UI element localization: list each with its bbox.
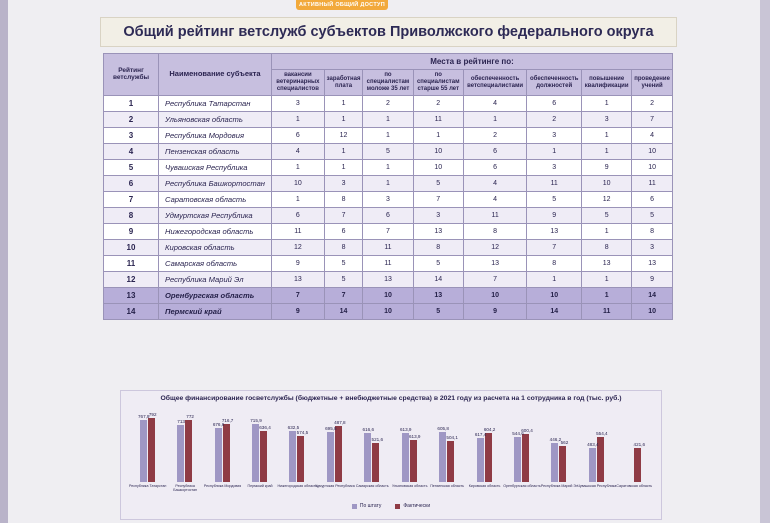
page-title: Общий рейтинг ветслужб субъектов Приволжского федерального округа bbox=[100, 17, 677, 47]
cell-value: 9 bbox=[632, 271, 673, 287]
cell-value: 6 bbox=[272, 207, 325, 223]
cell-value: 13 bbox=[413, 287, 463, 303]
chart-bar-plan bbox=[402, 433, 409, 482]
cell-value: 4 bbox=[463, 175, 526, 191]
cell-rank: 11 bbox=[104, 255, 159, 271]
cell-value: 1 bbox=[272, 159, 325, 175]
table-row bbox=[104, 127, 673, 143]
table-row bbox=[104, 303, 673, 319]
cell-value: 5 bbox=[413, 255, 463, 271]
chart-value-label: 695,8 bbox=[325, 426, 337, 432]
chart-value-label: 792 bbox=[148, 412, 157, 418]
chart-value-label: 562 bbox=[560, 440, 569, 446]
col-header-drills: проведение учений bbox=[632, 70, 673, 96]
chart-bar-group bbox=[402, 433, 417, 482]
chart-x-label: Удмуртская Республика bbox=[314, 484, 355, 488]
table-head bbox=[104, 54, 673, 96]
chart-value-label: 716,7 bbox=[221, 418, 234, 424]
cell-value: 10 bbox=[632, 159, 673, 175]
cell-value: 3 bbox=[324, 175, 363, 191]
cell-rank: 2 bbox=[104, 111, 159, 127]
cell-value: 10 bbox=[632, 303, 673, 319]
cell-value: 11 bbox=[582, 303, 632, 319]
chart-value-label: 554,4 bbox=[596, 431, 608, 437]
chart-bar-plan bbox=[589, 448, 596, 482]
chart-bar-group bbox=[252, 424, 267, 482]
table-row bbox=[104, 255, 673, 271]
chart-bar-fact bbox=[410, 440, 417, 482]
chart-x-label: Саратовская область bbox=[616, 484, 653, 488]
chart-bar-fact bbox=[223, 424, 230, 482]
chart-x-label: Республика Марий Эл bbox=[540, 484, 578, 488]
cell-value: 6 bbox=[463, 143, 526, 159]
cell-value: 1 bbox=[272, 111, 325, 127]
chart-x-label: Самарская область bbox=[355, 484, 389, 488]
cell-rank: 5 bbox=[104, 159, 159, 175]
cell-value: 11 bbox=[527, 175, 582, 191]
cell-value: 1 bbox=[463, 111, 526, 127]
chart-value-label: 715,9 bbox=[250, 418, 262, 424]
cell-value: 1 bbox=[582, 143, 632, 159]
chart-bar-fact bbox=[559, 446, 566, 482]
table-row bbox=[104, 143, 673, 159]
cell-value: 7 bbox=[363, 223, 413, 239]
chart-bar-plan bbox=[364, 433, 371, 482]
cell-subject: Республика Татарстан bbox=[159, 95, 272, 111]
cell-value: 7 bbox=[324, 207, 363, 223]
cell-value: 9 bbox=[582, 159, 632, 175]
chart-bar-plan bbox=[289, 431, 296, 482]
chart-value-label: 713 bbox=[177, 418, 185, 424]
cell-value: 14 bbox=[413, 271, 463, 287]
cell-value: 12 bbox=[582, 191, 632, 207]
chart-x-label: Республика Башкортостан bbox=[173, 484, 198, 493]
cell-value: 11 bbox=[463, 207, 526, 223]
cell-value: 12 bbox=[463, 239, 526, 255]
cell-value: 3 bbox=[582, 111, 632, 127]
cell-value: 1 bbox=[582, 271, 632, 287]
cell-rank: 12 bbox=[104, 271, 159, 287]
cell-value: 1 bbox=[324, 159, 363, 175]
col-rank-header: Рейтинг ветслужбы bbox=[104, 54, 159, 96]
chart-bar-group bbox=[327, 426, 342, 482]
col-header-positions-coverage: обеспеченность должностей bbox=[527, 70, 582, 96]
table-row bbox=[104, 207, 673, 223]
cell-subject: Саратовская область bbox=[159, 191, 272, 207]
ranking-table-wrap bbox=[103, 53, 673, 320]
legend-swatch-plan bbox=[352, 504, 357, 509]
cell-value: 6 bbox=[324, 223, 363, 239]
chart-value-label: 544,6 bbox=[512, 430, 524, 436]
chart-bar-group bbox=[551, 443, 566, 482]
cell-value: 3 bbox=[632, 239, 673, 255]
legend-label-plan: По штату bbox=[359, 503, 382, 509]
cell-value: 2 bbox=[363, 95, 413, 111]
cell-subject: Чувашская Республика bbox=[159, 159, 272, 175]
cell-value: 10 bbox=[363, 303, 413, 319]
cell-value: 8 bbox=[463, 223, 526, 239]
cell-value: 2 bbox=[413, 95, 463, 111]
cell-value: 4 bbox=[632, 127, 673, 143]
cell-subject: Пензенская область bbox=[159, 143, 272, 159]
chart-value-label: 613,9 bbox=[408, 434, 421, 440]
chart-x-label: Кировская область bbox=[468, 484, 501, 488]
cell-value: 1 bbox=[272, 191, 325, 207]
chart-bar-group bbox=[626, 448, 641, 482]
chart-value-label: 617,4 bbox=[474, 432, 487, 438]
cell-value: 11 bbox=[363, 239, 413, 255]
chart-x-label: Чувашская Республика bbox=[577, 484, 617, 488]
chart-value-label: 446,2 bbox=[549, 437, 562, 443]
cell-value: 6 bbox=[463, 159, 526, 175]
table-head-row-1 bbox=[104, 54, 673, 70]
chart-x-label: Пензенская область bbox=[430, 484, 465, 488]
col-header-vetspec-coverage: обеспеченность ветспециалистами bbox=[463, 70, 526, 96]
cell-value: 4 bbox=[463, 191, 526, 207]
chart-value-label: 632,5 bbox=[287, 425, 300, 431]
cell-value: 1 bbox=[363, 175, 413, 191]
chart-bar-fact bbox=[372, 443, 379, 482]
cell-subject: Нижегородская область bbox=[159, 223, 272, 239]
table-row bbox=[104, 239, 673, 255]
cell-value: 10 bbox=[527, 287, 582, 303]
cell-value: 14 bbox=[324, 303, 363, 319]
cell-value: 7 bbox=[527, 239, 582, 255]
cell-value: 3 bbox=[527, 159, 582, 175]
cell-value: 13 bbox=[632, 255, 673, 271]
shared-access-badge: АКТИВНЫЙ ОБЩИЙ ДОСТУП bbox=[296, 0, 388, 10]
chart-value-label: 521,6 bbox=[371, 436, 384, 442]
cell-value: 10 bbox=[632, 143, 673, 159]
chart-bar-fact bbox=[485, 433, 492, 482]
cell-value: 4 bbox=[272, 143, 325, 159]
cell-value: 10 bbox=[413, 143, 463, 159]
cell-value: 1 bbox=[582, 287, 632, 303]
ranking-table bbox=[103, 53, 673, 320]
chart-bar-plan bbox=[215, 428, 222, 482]
chart-bar-plan bbox=[252, 424, 259, 482]
cell-value: 12 bbox=[272, 239, 325, 255]
col-header-salary: заработная плата bbox=[324, 70, 363, 96]
chart-value-label: 574,5 bbox=[296, 429, 309, 435]
cell-rank: 3 bbox=[104, 127, 159, 143]
chart-bar-group bbox=[474, 432, 492, 482]
cell-subject: Пермский край bbox=[159, 303, 272, 319]
cell-value: 1 bbox=[582, 223, 632, 239]
legend-swatch-fact bbox=[395, 504, 400, 509]
cell-value: 7 bbox=[272, 287, 325, 303]
chart-value-label: 487,8 bbox=[334, 420, 346, 425]
chart-bar-fact bbox=[260, 431, 267, 482]
cell-value: 5 bbox=[527, 191, 582, 207]
table-body bbox=[104, 95, 673, 319]
cell-value: 9 bbox=[463, 303, 526, 319]
cell-value: 9 bbox=[272, 303, 325, 319]
cell-value: 6 bbox=[363, 207, 413, 223]
cell-value: 1 bbox=[527, 143, 582, 159]
cell-value: 9 bbox=[272, 255, 325, 271]
cell-value: 6 bbox=[632, 191, 673, 207]
cell-value: 1 bbox=[324, 143, 363, 159]
table-row bbox=[104, 95, 673, 111]
chart-bar-plan bbox=[477, 438, 484, 482]
table-row bbox=[104, 191, 673, 207]
cell-value: 8 bbox=[632, 223, 673, 239]
cell-value: 2 bbox=[463, 127, 526, 143]
table-row bbox=[104, 271, 673, 287]
cell-rank: 10 bbox=[104, 239, 159, 255]
chart-bar-fact bbox=[447, 441, 454, 482]
chart-x-axis-labels bbox=[129, 482, 653, 502]
cell-value: 13 bbox=[582, 255, 632, 271]
col-header-senior: по специалистам старше 55 лет bbox=[413, 70, 463, 96]
cell-value: 5 bbox=[632, 207, 673, 223]
cell-subject: Самарская область bbox=[159, 255, 272, 271]
chart-value-label: 600,4 bbox=[521, 427, 533, 433]
cell-value: 10 bbox=[413, 159, 463, 175]
cell-value: 5 bbox=[324, 271, 363, 287]
cell-value: 1 bbox=[582, 95, 632, 111]
cell-value: 8 bbox=[324, 191, 363, 207]
cell-rank: 9 bbox=[104, 223, 159, 239]
chart-plot-area bbox=[129, 404, 653, 482]
legend-label-fact: Фактически bbox=[403, 503, 431, 509]
cell-value: 10 bbox=[463, 287, 526, 303]
cell-value: 2 bbox=[632, 95, 673, 111]
cell-value: 5 bbox=[324, 255, 363, 271]
chart-legend bbox=[121, 502, 661, 509]
cell-value: 1 bbox=[527, 271, 582, 287]
cell-value: 6 bbox=[272, 127, 325, 143]
chart-x-label: Республика Мордовия bbox=[203, 484, 242, 488]
chart-value-label: 636,4 bbox=[259, 424, 271, 430]
cell-value: 1 bbox=[324, 95, 363, 111]
cell-value: 10 bbox=[272, 175, 325, 191]
cell-value: 7 bbox=[632, 111, 673, 127]
chart-bar-plan bbox=[514, 437, 521, 482]
chart-x-label: Нижегородская область bbox=[277, 484, 318, 488]
chart-bar-fact bbox=[522, 434, 529, 482]
cell-value: 13 bbox=[272, 271, 325, 287]
table-row bbox=[104, 111, 673, 127]
cell-value: 11 bbox=[363, 255, 413, 271]
cell-value: 1 bbox=[413, 127, 463, 143]
cell-value: 14 bbox=[632, 287, 673, 303]
table-row bbox=[104, 223, 673, 239]
cell-value: 13 bbox=[463, 255, 526, 271]
cell-subject: Удмуртская Республика bbox=[159, 207, 272, 223]
chart-x-label: Ульяновская область bbox=[391, 484, 428, 488]
chart-value-label: 483,4 bbox=[587, 442, 599, 448]
cell-value: 8 bbox=[324, 239, 363, 255]
chart-bar-plan bbox=[439, 432, 446, 482]
chart-bar-plan bbox=[327, 432, 334, 482]
cell-value: 5 bbox=[582, 207, 632, 223]
chart-bar-fact bbox=[335, 426, 342, 482]
cell-subject: Оренбургская область bbox=[159, 287, 272, 303]
cell-subject: Республика Марий Эл bbox=[159, 271, 272, 287]
cell-value: 8 bbox=[413, 239, 463, 255]
chart-x-label: Пермский край bbox=[247, 484, 273, 488]
right-accent-bar bbox=[760, 0, 770, 523]
chart-bar-fact bbox=[148, 418, 155, 482]
cell-value: 2 bbox=[527, 111, 582, 127]
chart-bar-fact bbox=[185, 420, 192, 482]
cell-value: 8 bbox=[527, 255, 582, 271]
cell-rank: 6 bbox=[104, 175, 159, 191]
chart-value-label: 616,6 bbox=[362, 426, 375, 432]
cell-subject: Ульяновская область bbox=[159, 111, 272, 127]
cell-value: 11 bbox=[272, 223, 325, 239]
cell-rank: 14 bbox=[104, 303, 159, 319]
cell-value: 14 bbox=[527, 303, 582, 319]
chart-bar-group bbox=[140, 418, 155, 482]
chart-value-label: 605,8 bbox=[437, 426, 449, 432]
cell-subject: Кировская область bbox=[159, 239, 272, 255]
cell-rank: 8 bbox=[104, 207, 159, 223]
cell-value: 12 bbox=[324, 127, 363, 143]
col-group-header: Места в рейтинге по: bbox=[272, 54, 673, 70]
left-accent-bar bbox=[0, 0, 8, 523]
cell-value: 3 bbox=[527, 127, 582, 143]
cell-value: 3 bbox=[272, 95, 325, 111]
cell-value: 9 bbox=[527, 207, 582, 223]
chart-x-label: Оренбургская область bbox=[503, 484, 541, 488]
cell-rank: 13 bbox=[104, 287, 159, 303]
col-header-young: по специалистам моложе 35 лет bbox=[363, 70, 413, 96]
cell-value: 1 bbox=[363, 127, 413, 143]
cell-value: 11 bbox=[413, 111, 463, 127]
chart-value-label: 604,2 bbox=[483, 427, 496, 433]
col-header-qualification: повышение квалификации bbox=[582, 70, 632, 96]
cell-value: 4 bbox=[463, 95, 526, 111]
chart-bar-fact bbox=[297, 436, 304, 482]
cell-value: 8 bbox=[582, 239, 632, 255]
cell-value: 10 bbox=[363, 287, 413, 303]
cell-value: 6 bbox=[527, 95, 582, 111]
cell-rank: 7 bbox=[104, 191, 159, 207]
chart-bar-plan bbox=[177, 425, 184, 482]
chart-title: Общее финансирование госветслужбы (бюджетные + внебюджетные средства) в 2021 году из расчета на 1 сотрудника в год (тыс. руб.) bbox=[160, 395, 622, 402]
cell-value: 13 bbox=[363, 271, 413, 287]
chart-value-label: 767,9 bbox=[137, 414, 150, 420]
cell-value: 7 bbox=[324, 287, 363, 303]
chart-bar-plan bbox=[140, 420, 147, 482]
chart-value-label: 772 bbox=[186, 413, 194, 419]
cell-rank: 4 bbox=[104, 143, 159, 159]
cell-value: 1 bbox=[363, 159, 413, 175]
legend-item-fact bbox=[395, 503, 430, 509]
legend-item-plan bbox=[352, 503, 382, 509]
chart-value-label: 676,6 bbox=[212, 421, 225, 427]
cell-value: 3 bbox=[413, 207, 463, 223]
chart-bar-group bbox=[514, 434, 529, 482]
chart-value-label: 613,9 bbox=[399, 427, 412, 433]
col-header-vacancies: вакансии ветеринарных специалистов bbox=[272, 70, 325, 96]
chart-bar-group bbox=[177, 420, 192, 482]
chart-value-label: 504,1 bbox=[446, 435, 458, 441]
table-row bbox=[104, 159, 673, 175]
cell-value: 3 bbox=[363, 191, 413, 207]
cell-value: 1 bbox=[324, 111, 363, 127]
cell-value: 7 bbox=[413, 191, 463, 207]
cell-value: 7 bbox=[463, 271, 526, 287]
chart-bar-fact bbox=[634, 448, 641, 482]
cell-value: 11 bbox=[632, 175, 673, 191]
cell-value: 5 bbox=[413, 175, 463, 191]
chart-value-label: 421,6 bbox=[633, 442, 646, 448]
cell-value: 5 bbox=[413, 303, 463, 319]
financing-chart-panel bbox=[120, 390, 662, 520]
cell-value: 1 bbox=[582, 127, 632, 143]
cell-value: 13 bbox=[413, 223, 463, 239]
cell-value: 10 bbox=[582, 175, 632, 191]
chart-x-label: Республика Татарстан bbox=[128, 484, 167, 488]
cell-subject: Республика Мордовия bbox=[159, 127, 272, 143]
chart-bar-plan bbox=[551, 443, 558, 482]
cell-value: 5 bbox=[363, 143, 413, 159]
col-subject-header: Наименование субъекта bbox=[159, 54, 272, 96]
cell-rank: 1 bbox=[104, 95, 159, 111]
cell-value: 1 bbox=[363, 111, 413, 127]
table-row bbox=[104, 175, 673, 191]
cell-value: 13 bbox=[527, 223, 582, 239]
table-row bbox=[104, 287, 673, 303]
chart-bar-group bbox=[289, 431, 304, 482]
cell-subject: Республика Башкортостан bbox=[159, 175, 272, 191]
